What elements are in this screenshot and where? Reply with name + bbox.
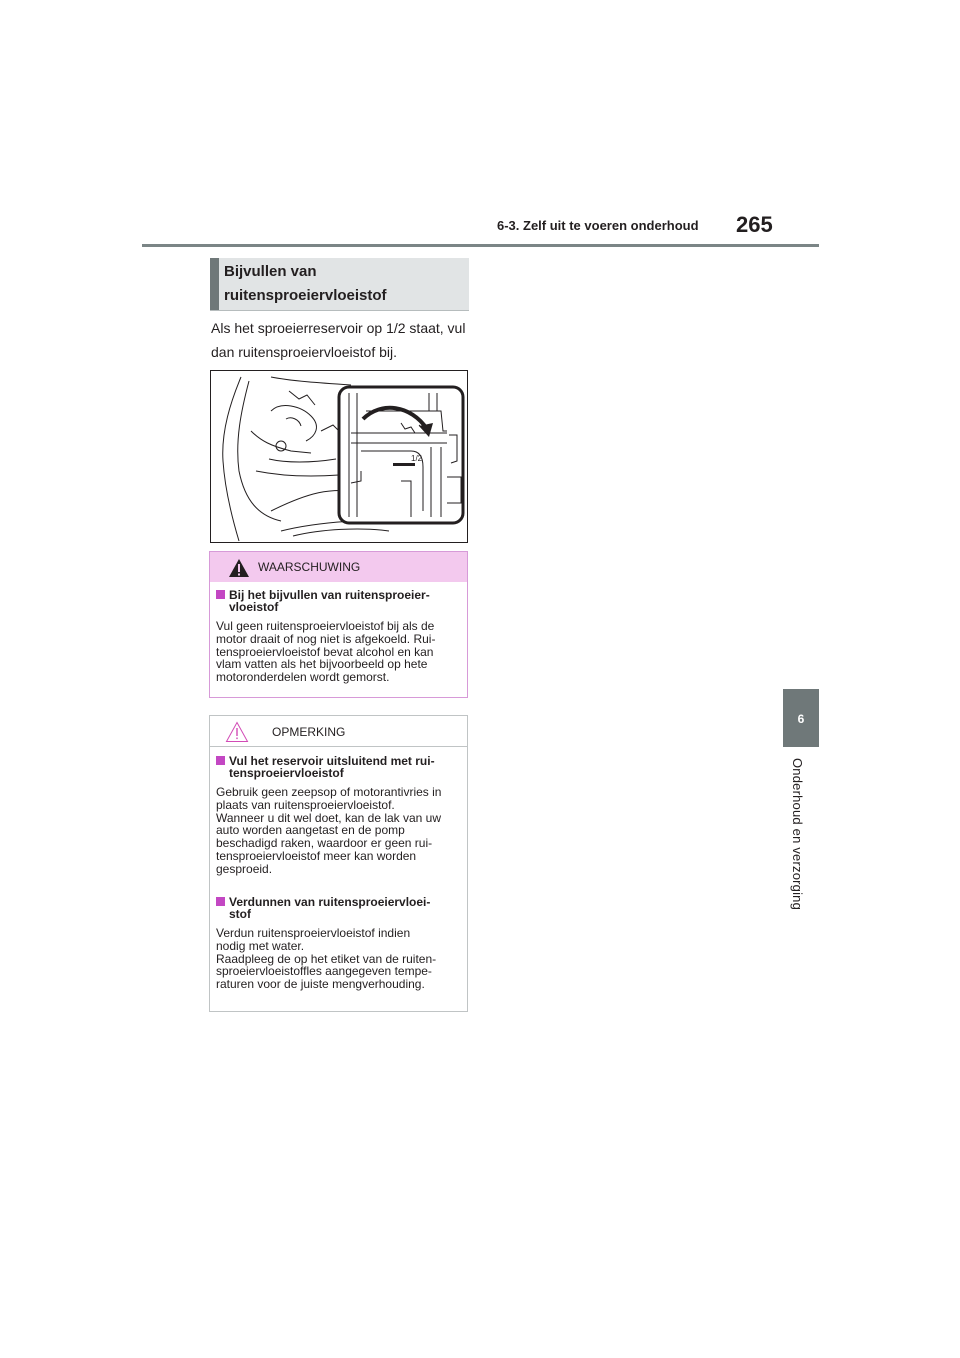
intro-text: Als het sproeierreservoir op 1/2 staat, vul dan ruitensproeiervloeistof bij.: [211, 320, 466, 360]
note-title: OPMERKING: [272, 725, 346, 739]
page-number: 265: [736, 212, 773, 237]
note-header: [210, 716, 467, 747]
warning-header: [210, 552, 467, 582]
note-item: [216, 896, 462, 991]
warning-triangle-icon: [228, 558, 250, 578]
note-item-body: Verdun ruitensproeiervloeistof indien nodig met water. Raadpleeg de op het etiket van de ruiten- sproeiervloeistoffles aangegeven tempe- raturen voor de juiste mengverhouding.: [216, 926, 437, 992]
warning-box: [209, 551, 468, 698]
note-box: [209, 715, 468, 1012]
warning-item: [216, 589, 462, 684]
reservoir-illustration: [210, 370, 468, 543]
level-mark-label: 1/2: [411, 454, 423, 463]
chapter-tab-label: Onderhoud en verzorging: [790, 758, 805, 911]
caution-outline-icon: [225, 721, 249, 743]
section-title-box: [210, 258, 469, 311]
warning-item-subtitle: Bij het bijvullen van ruitensproeier- vloeistof: [216, 589, 462, 613]
bullet-square-icon: [216, 897, 225, 906]
bullet-square-icon: [216, 590, 225, 599]
note-item: [216, 755, 462, 876]
note-item-body: Gebruik geen zeepsop of motorantivries in plaats van ruitensproeiervloeistof. Wanneer u dit wel doet, kan de lak van uw auto worden aangetast en de pomp beschadigd raken, waardoor er geen rui- tensproeiervloeistof meer kan worden gesproeid.: [216, 785, 442, 876]
header-rule: [142, 244, 819, 247]
chapter-tab-number: 6: [797, 712, 805, 726]
note-item-subtitle: Verdunnen van ruitensproeiervloei- stof: [216, 896, 462, 920]
warning-item-body: Vul geen ruitensproeiervloeistof bij als de motor draait of nog niet is afgekoeld. Rui- tensproeiervloeistof bevat alcohol en kan vlam vatten als het bijvoorbeeld op hete motoronderdelen wordt gemorst.: [216, 619, 436, 685]
section-title-bar: [210, 258, 219, 310]
header-section-title: 6-3. Zelf uit te voeren onderhoud: [497, 218, 699, 233]
note-item-subtitle: Vul het reservoir uitsluitend met rui- tensproeiervloeistof: [216, 755, 462, 779]
chapter-tab[interactable]: [783, 689, 819, 747]
engine-bay-drawing: [211, 371, 469, 544]
warning-title: WAARSCHUWING: [258, 560, 361, 574]
section-title: Bijvullen van ruitensproeiervloeistof: [224, 263, 387, 304]
bullet-square-icon: [216, 756, 225, 765]
